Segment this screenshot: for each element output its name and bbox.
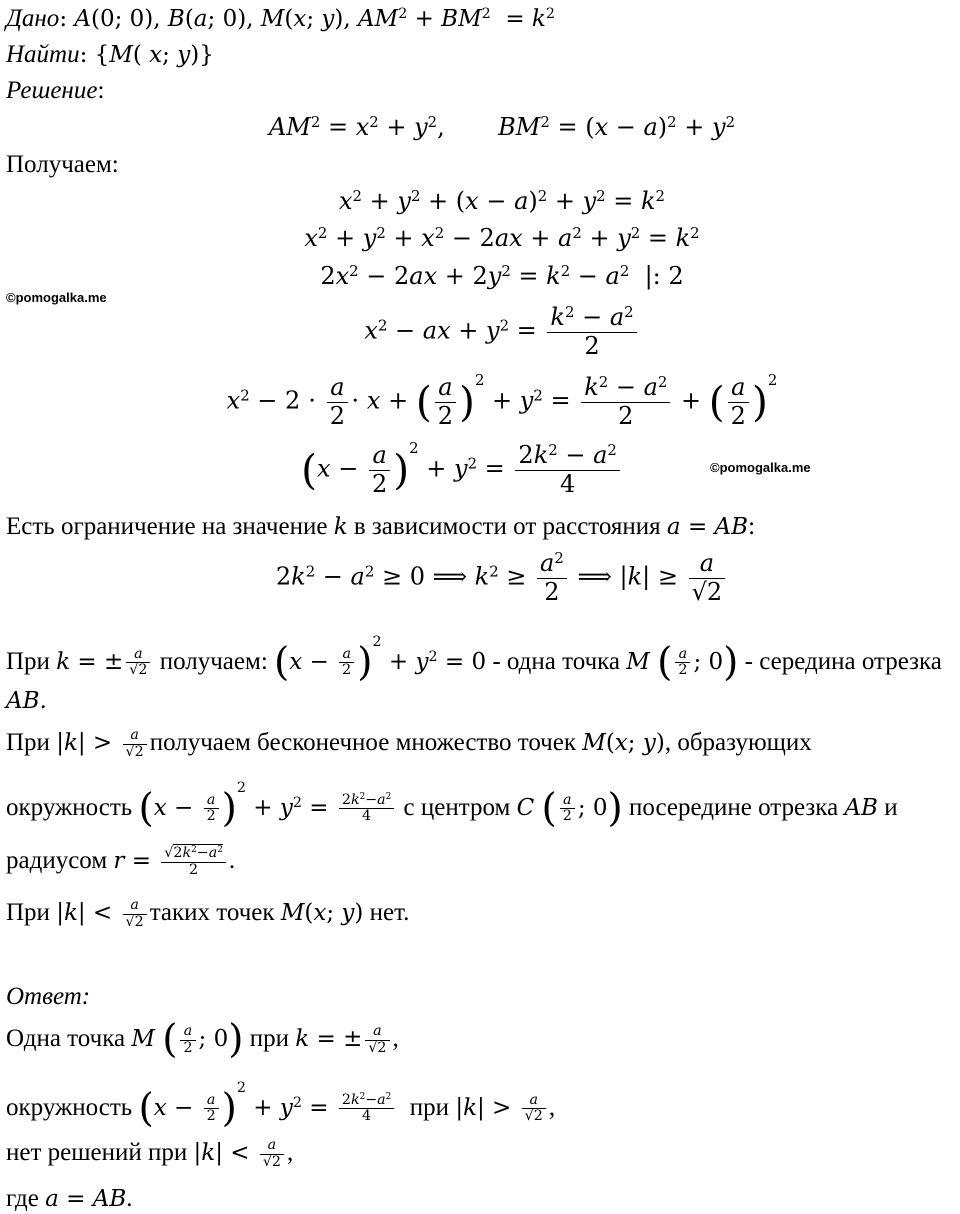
answer-4: где a = AB.	[6, 1185, 133, 1212]
radius-line: радиусом r = $\frac{√2k^2-a^2}{2}$ .	[6, 845, 236, 878]
case-equal-line: При k = ± $\frac{a}{√2}$ получаем: (x − $\frac{a}{2}$ )$^2 + y^2 = 0$ - одна точка M ( $\frac{a}{2}$ ; 0) - середина отрезка	[6, 634, 942, 685]
equation-3: $2x^2 - 2ax + 2y^2 = k^2 - a^2$ |: 2	[320, 261, 684, 290]
find-label: Найти	[6, 41, 80, 68]
answer-2: окружность (x − $\frac{a}{2}$ )$^2 + y^2$ = $\frac{2k^2-a^2}{4}$ при |k| > $\frac{a}{√2}$ ,	[6, 1080, 556, 1131]
restriction-line: Есть ограничение на значение k в зависимости от расстояния a = AB:	[6, 513, 756, 540]
restriction-mid: в зависимости от расстояния	[353, 513, 661, 540]
equation-6: (x − $\frac{a}{2}$ )$^2 + y^2$ = $\frac{2k^2 - a^2}{4}$	[0, 442, 960, 498]
answer-label: Ответ:	[6, 983, 91, 1010]
answer-1: Одна точка M ( $\frac{a}{2}$ ; 0) при k = ± $\frac{a}{√2}$ ,	[6, 1017, 399, 1063]
given-label: Дано	[6, 5, 60, 32]
restriction-text: Есть ограничение на значение	[6, 513, 328, 540]
case-less-line: При |k| < $\frac{a}{√2}$ таких точек M(x; y) нет.	[6, 897, 410, 930]
solution-line: Решение:	[6, 77, 105, 104]
equation-1: $x^2 + y^2 + (x - a)^2 + y^2 = k^2$	[338, 186, 666, 215]
equation-4: $x^2$ − ax + $y^2$ = $\frac{k^2 - a^2}{2}$	[0, 304, 960, 360]
case-greater-line: При |k| > $\frac{a}{√2}$ получаем бесконечное множество точек M(x; y), образующих	[6, 727, 812, 760]
we-get-line: Получаем:	[6, 151, 119, 178]
ab-line: AB.	[6, 688, 47, 714]
solution-label: Решение	[6, 77, 98, 104]
watermark-1: ©pomogalka.me	[6, 290, 107, 305]
equation-2: $x^2 + y^2 + x^2 - 2ax + a^2 + y^2 = k^2$	[304, 223, 700, 252]
circle-line: окружность (x − $\frac{a}{2}$ )$^2 + y^2$ = $\frac{2k^2-a^2}{4}$ с центром C ( $\frac{a}{2}$ ; 0) посередине отрезка AB и	[6, 780, 898, 831]
watermark-2: ©pomogalka.me	[710, 460, 811, 475]
answer-3: нет решений при |k| < $\frac{a}{√2}$ ,	[6, 1137, 294, 1170]
find-line: Найти: {M( x; y)}	[6, 41, 214, 68]
inequality: $2k^2 - a^2 \ge 0$ ⟹ $k^2$ ≥ $\frac{a^2}{2}$ ⟹ |k| ≥ $\frac{a}{√2}$	[0, 550, 960, 606]
formula-am-bm: $AM^2 = x^2 + y^2$, $BM^2 = (x - a)^2 + y^2$	[268, 112, 736, 141]
given-line: Дано: A(0; 0), B(a; 0), M(x; y), $AM^2 + BM^2 = k^2$	[6, 5, 555, 32]
equation-5: $x^2 - 2$ ⋅ $\frac{a}{2}$ ⋅ x + ( $\frac{a}{2}$ )$^2 + y^2$ = $\frac{k^2 - a^2}{2}$ + ( $\frac{a}{2}$ )$^2$	[226, 370, 778, 430]
